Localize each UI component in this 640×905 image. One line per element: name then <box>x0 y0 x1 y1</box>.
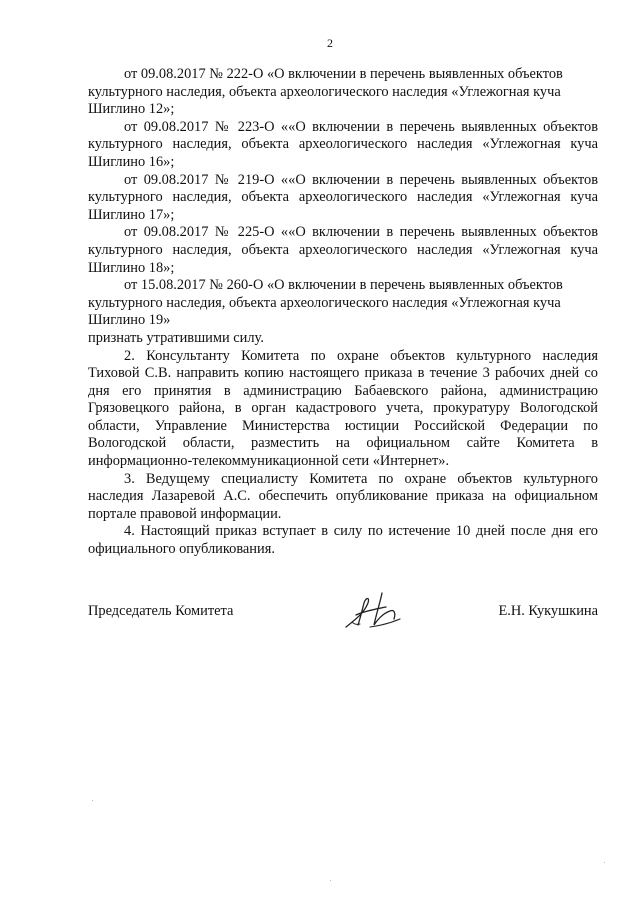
repealed-order-223: от 09.08.2017 № 223-О ««О включении в перечень выявленных объектов культурного наследия, объекта археологического наследия «Углежогная куча Шиглино 16»; <box>88 118 598 170</box>
signature-block <box>88 603 598 653</box>
scan-speck <box>92 800 93 801</box>
document-body <box>88 66 598 559</box>
repealed-order-219: от 09.08.2017 № 219-О ««О включении в перечень выявленных объектов культурного наследия, объекта археологического наследия «Углежогная куча Шиглино 17»; <box>88 171 598 223</box>
clause-2: 2. Консультанту Комитета по охране объектов культурного наследия Тиховой С.В. направить копию настоящего приказа в течение 3 рабочих дней со дня его принятия в администрацию Бабаевского района, администрацию Грязовецкого района, в орган кадастрового учета, прокуратуру Вологодской области, Управление Министерства юстиции Российской Федерации по Вологодской области, разместить на официальном сайте Комитета в информационно-телекоммуникационной сети «Интернет». <box>88 347 598 470</box>
scan-speck <box>604 862 605 863</box>
handwritten-signature <box>342 589 406 631</box>
page-number: 2 <box>327 36 333 50</box>
clause-3: 3. Ведущему специалисту Комитета по охране объектов культурного наследия Лазаревой А.С. обеспечить опубликование приказа на официальном портале правовой информации. <box>88 470 598 522</box>
scan-speck <box>330 880 331 881</box>
repealed-order-225: от 09.08.2017 № 225-О ««О включении в перечень выявленных объектов культурного наследия, объекта археологического наследия «Углежогная куча Шиглино 18»; <box>88 224 598 276</box>
repealed-order-260: от 15.08.2017 № 260-О «О включении в перечень выявленных объектов культурного наследия, объекта археологического наследия «Углежогная куча Шиглино 19» <box>88 277 563 329</box>
repealed-order-222: от 09.08.2017 № 222-О «О включении в перечень выявленных объектов культурного наследия, объекта археологического наследия «Углежогная куча Шиглино 12»; <box>88 66 563 118</box>
signatory-name: Е.Н. Кукушкина <box>498 603 598 619</box>
repeal-clause: признать утратившими силу. <box>88 329 264 346</box>
signatory-role: Председатель Комитета <box>88 603 234 619</box>
clause-4: 4. Настоящий приказ вступает в силу по истечение 10 дней после дня его официального опубликования. <box>88 523 598 558</box>
